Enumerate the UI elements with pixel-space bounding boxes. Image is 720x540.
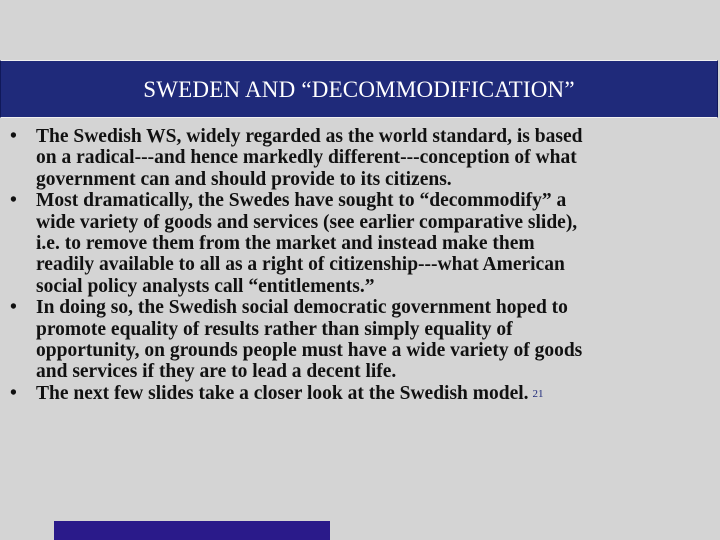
bullet-line: In doing so, the Swedish social democratic government hoped to bbox=[36, 297, 568, 319]
bullet-line: government can and should provide to its citizens. bbox=[36, 168, 452, 190]
bullet-line: opportunity, on grounds people must have a wide variety of goods bbox=[36, 340, 583, 362]
bullet-item-1 bbox=[6, 126, 716, 190]
title-bar bbox=[0, 60, 718, 118]
bullet-line: promote equality of results rather than simply equality of bbox=[36, 318, 513, 340]
bullet-line: wide variety of goods and services (see earlier comparative slide), bbox=[36, 211, 578, 233]
bullet-list bbox=[6, 126, 716, 405]
bullet-marker-icon: • bbox=[10, 190, 17, 212]
bullet-line: The Swedish WS, widely regarded as the world standard, is based bbox=[36, 126, 583, 147]
bullet-line: on a radical---and hence markedly different---conception of what bbox=[36, 147, 577, 169]
bullet-marker-icon: • bbox=[10, 382, 17, 404]
bullet-item-3 bbox=[6, 297, 716, 383]
bullet-line: readily available to all as a right of citizenship---what American bbox=[36, 254, 565, 276]
page-number: 21 bbox=[532, 387, 544, 400]
bottom-accent-bar bbox=[54, 521, 330, 540]
bullet-marker-icon: • bbox=[10, 297, 17, 319]
bullet-line: social policy analysts call “entitlements.” bbox=[36, 275, 375, 297]
bullet-marker-icon: • bbox=[10, 126, 17, 147]
bullet-line: Most dramatically, the Swedes have sought to “decommodify” a bbox=[36, 190, 567, 212]
bullet-line: The next few slides take a closer look at the Swedish model. bbox=[36, 382, 529, 404]
bullet-item-4 bbox=[6, 383, 716, 405]
slide-title: SWEDEN AND “DECOMMODIFICATION” bbox=[143, 77, 575, 102]
bullet-item-2 bbox=[6, 190, 716, 297]
bullet-line: and services if they are to lead a decent life. bbox=[36, 361, 397, 383]
bullet-line: i.e. to remove them from the market and instead make them bbox=[36, 233, 535, 255]
